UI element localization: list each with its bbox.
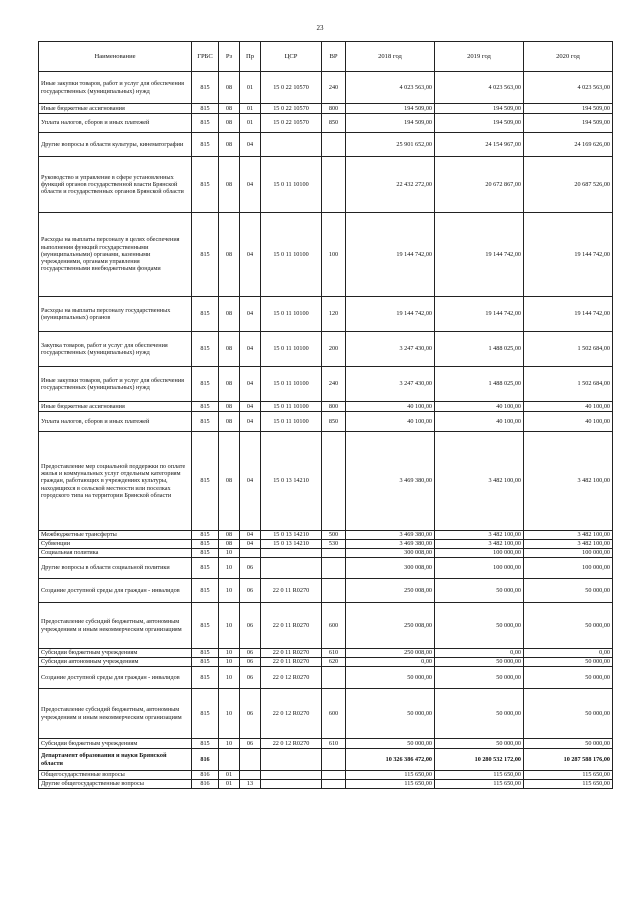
row-grbs: 816 <box>192 780 219 789</box>
row-csr: 22 0 11 R0270 <box>261 649 322 658</box>
row-grbs: 815 <box>192 667 219 689</box>
row-pr: 04 <box>240 213 261 297</box>
row-rz: 08 <box>219 104 240 114</box>
row-pr: 06 <box>240 603 261 649</box>
table-header <box>39 42 613 72</box>
row-rz: 10 <box>219 658 240 667</box>
row-grbs: 815 <box>192 412 219 432</box>
row-vr: 240 <box>322 367 346 402</box>
table-row <box>39 558 613 579</box>
row-2019: 19 144 742,00 <box>435 297 524 332</box>
row-2019: 50 000,00 <box>435 579 524 603</box>
row-2019: 20 672 867,00 <box>435 157 524 213</box>
row-2020: 3 482 100,00 <box>524 432 613 531</box>
row-rz: 08 <box>219 402 240 412</box>
table-row <box>39 658 613 667</box>
row-rz: 08 <box>219 133 240 157</box>
row-name: Общегосударственные вопросы <box>39 771 192 780</box>
row-name: Субвенции <box>39 540 192 549</box>
row-grbs: 816 <box>192 749 219 771</box>
row-rz: 08 <box>219 72 240 104</box>
table-row <box>39 540 613 549</box>
row-rz: 08 <box>219 213 240 297</box>
row-name: Иные закупки товаров, работ и услуг для обеспечения государственных (муниципальных) нужд <box>39 72 192 104</box>
row-name: Межбюджетные трансферты <box>39 531 192 540</box>
row-vr: 500 <box>322 531 346 540</box>
row-name: Другие вопросы в области культуры, кинематографии <box>39 133 192 157</box>
row-2019: 50 000,00 <box>435 689 524 739</box>
row-2019: 3 482 100,00 <box>435 531 524 540</box>
row-rz: 08 <box>219 367 240 402</box>
row-rz: 08 <box>219 412 240 432</box>
row-vr: 600 <box>322 689 346 739</box>
row-grbs: 815 <box>192 689 219 739</box>
row-2020: 3 482 100,00 <box>524 540 613 549</box>
row-2018: 3 247 430,00 <box>346 367 435 402</box>
row-csr <box>261 749 322 771</box>
row-2018: 250 008,00 <box>346 603 435 649</box>
row-name: Иные закупки товаров, работ и услуг для обеспечения государственных (муниципальных) нужд <box>39 367 192 402</box>
row-2018: 19 144 742,00 <box>346 213 435 297</box>
row-name: Расходы на выплаты персоналу государственных (муниципальных) органов <box>39 297 192 332</box>
row-name: Социальная политика <box>39 549 192 558</box>
row-2019: 50 000,00 <box>435 603 524 649</box>
row-pr: 01 <box>240 72 261 104</box>
header-2018: 2018 год <box>346 42 435 72</box>
row-vr: 200 <box>322 332 346 367</box>
row-pr: 01 <box>240 104 261 114</box>
row-csr <box>261 133 322 157</box>
row-2018: 3 469 380,00 <box>346 432 435 531</box>
row-vr: 530 <box>322 540 346 549</box>
row-2019: 50 000,00 <box>435 658 524 667</box>
row-2019: 3 482 100,00 <box>435 540 524 549</box>
row-2020: 1 502 684,00 <box>524 367 613 402</box>
row-grbs: 815 <box>192 367 219 402</box>
row-2018: 300 008,00 <box>346 558 435 579</box>
row-2020: 1 502 684,00 <box>524 332 613 367</box>
header-2020: 2020 год <box>524 42 613 72</box>
row-vr <box>322 549 346 558</box>
row-pr: 06 <box>240 689 261 739</box>
row-2020: 50 000,00 <box>524 667 613 689</box>
row-pr: 04 <box>240 157 261 213</box>
row-rz: 10 <box>219 739 240 749</box>
header-csr: ЦСР <box>261 42 322 72</box>
row-name: Закупка товаров, работ и услуг для обеспечения государственных (муниципальных) нужд <box>39 332 192 367</box>
header-2019: 2019 год <box>435 42 524 72</box>
row-csr: 15 0 13 14210 <box>261 531 322 540</box>
row-name: Уплата налогов, сборов и иных платежей <box>39 114 192 133</box>
row-pr: 04 <box>240 412 261 432</box>
row-pr: 04 <box>240 402 261 412</box>
row-grbs: 815 <box>192 579 219 603</box>
row-vr: 800 <box>322 402 346 412</box>
row-2018: 25 901 652,00 <box>346 133 435 157</box>
table-row <box>39 667 613 689</box>
row-rz: 10 <box>219 579 240 603</box>
row-name: Предоставление субсидий бюджетным, автономным учреждениям и иным некоммерческим организациям <box>39 603 192 649</box>
row-2019: 1 488 025,00 <box>435 367 524 402</box>
row-2018: 194 509,00 <box>346 104 435 114</box>
row-pr: 04 <box>240 332 261 367</box>
row-csr: 15 0 22 10570 <box>261 72 322 104</box>
row-grbs: 815 <box>192 104 219 114</box>
table-row <box>39 213 613 297</box>
row-2018: 50 000,00 <box>346 689 435 739</box>
row-2019: 194 509,00 <box>435 104 524 114</box>
row-name: Руководство и управление в сфере установленных функций органов государственной власти Брянской области и государственных органов Брянской области <box>39 157 192 213</box>
row-rz: 08 <box>219 297 240 332</box>
row-2019: 10 280 532 172,00 <box>435 749 524 771</box>
row-grbs: 815 <box>192 114 219 133</box>
row-rz: 10 <box>219 603 240 649</box>
row-vr: 620 <box>322 658 346 667</box>
table-body <box>39 72 613 789</box>
row-name: Иные бюджетные ассигнования <box>39 402 192 412</box>
row-vr: 120 <box>322 297 346 332</box>
row-2018: 40 100,00 <box>346 402 435 412</box>
row-pr: 06 <box>240 739 261 749</box>
row-csr: 22 0 12 R0270 <box>261 667 322 689</box>
row-2020: 50 000,00 <box>524 739 613 749</box>
row-rz: 08 <box>219 157 240 213</box>
row-2020: 115 650,00 <box>524 771 613 780</box>
row-vr <box>322 780 346 789</box>
row-vr <box>322 133 346 157</box>
row-2018: 10 326 386 472,00 <box>346 749 435 771</box>
row-pr: 04 <box>240 367 261 402</box>
row-2018: 50 000,00 <box>346 739 435 749</box>
row-pr: 04 <box>240 297 261 332</box>
row-2019: 115 650,00 <box>435 771 524 780</box>
row-grbs: 815 <box>192 649 219 658</box>
row-2019: 194 509,00 <box>435 114 524 133</box>
row-csr: 15 0 13 14210 <box>261 540 322 549</box>
table-row <box>39 402 613 412</box>
row-csr: 22 0 12 R0270 <box>261 739 322 749</box>
row-csr: 15 0 11 10100 <box>261 297 322 332</box>
row-csr <box>261 771 322 780</box>
row-grbs: 815 <box>192 540 219 549</box>
row-2018: 115 650,00 <box>346 780 435 789</box>
row-pr: 06 <box>240 649 261 658</box>
row-rz: 10 <box>219 558 240 579</box>
row-2020: 24 169 626,00 <box>524 133 613 157</box>
header-rz: Рз <box>219 42 240 72</box>
header-grbs: ГРБС <box>192 42 219 72</box>
row-rz: 10 <box>219 689 240 739</box>
row-2018: 0,00 <box>346 658 435 667</box>
row-grbs: 816 <box>192 771 219 780</box>
row-name: Предоставление мер социальной поддержки по оплате жилья и коммунальных услуг отдельным категориям граждан, работающих в учреждениях культуры, находящихся в сельской местности или поселках городского типа на территории Брянской области <box>39 432 192 531</box>
row-pr: 06 <box>240 667 261 689</box>
header-name: Наименование <box>39 42 192 72</box>
row-2020: 20 687 526,00 <box>524 157 613 213</box>
row-2020: 194 509,00 <box>524 114 613 133</box>
row-2020: 3 482 100,00 <box>524 531 613 540</box>
row-2019: 19 144 742,00 <box>435 213 524 297</box>
row-2018: 3 247 430,00 <box>346 332 435 367</box>
row-2018: 22 432 272,00 <box>346 157 435 213</box>
row-2019: 50 000,00 <box>435 739 524 749</box>
row-2019: 0,00 <box>435 649 524 658</box>
row-name: Создание доступной среды для граждан - инвалидов <box>39 579 192 603</box>
row-name: Другие вопросы в области социальной политики <box>39 558 192 579</box>
row-2020: 40 100,00 <box>524 412 613 432</box>
row-csr: 15 0 13 14210 <box>261 432 322 531</box>
table-row <box>39 297 613 332</box>
row-2018: 40 100,00 <box>346 412 435 432</box>
row-vr <box>322 432 346 531</box>
row-rz <box>219 749 240 771</box>
row-2018: 50 000,00 <box>346 667 435 689</box>
row-2018: 4 023 563,00 <box>346 72 435 104</box>
row-2020: 100 000,00 <box>524 558 613 579</box>
table-row <box>39 549 613 558</box>
row-2019: 40 100,00 <box>435 402 524 412</box>
table-row <box>39 133 613 157</box>
row-pr: 06 <box>240 558 261 579</box>
row-rz: 10 <box>219 667 240 689</box>
header-pr: Пр <box>240 42 261 72</box>
row-2018: 300 008,00 <box>346 549 435 558</box>
row-name: Департамент образования и науки Брянской области <box>39 749 192 771</box>
row-vr <box>322 579 346 603</box>
row-vr: 100 <box>322 213 346 297</box>
row-2020: 115 650,00 <box>524 780 613 789</box>
table-row <box>39 603 613 649</box>
row-vr <box>322 157 346 213</box>
row-2020: 0,00 <box>524 649 613 658</box>
row-pr <box>240 749 261 771</box>
row-pr <box>240 549 261 558</box>
row-2020: 4 023 563,00 <box>524 72 613 104</box>
row-csr: 15 0 11 10100 <box>261 367 322 402</box>
table-row <box>39 649 613 658</box>
row-vr <box>322 771 346 780</box>
row-rz: 01 <box>219 771 240 780</box>
row-rz: 08 <box>219 114 240 133</box>
table-row <box>39 114 613 133</box>
row-name: Создание доступной среды для граждан - инвалидов <box>39 667 192 689</box>
row-grbs: 815 <box>192 297 219 332</box>
row-csr: 22 0 11 R0270 <box>261 579 322 603</box>
row-grbs: 815 <box>192 72 219 104</box>
table-row <box>39 72 613 104</box>
row-csr: 15 0 11 10100 <box>261 402 322 412</box>
table-row <box>39 780 613 789</box>
row-pr: 04 <box>240 432 261 531</box>
table-row <box>39 739 613 749</box>
row-grbs: 815 <box>192 658 219 667</box>
row-grbs: 815 <box>192 531 219 540</box>
table-row <box>39 332 613 367</box>
row-csr: 15 0 22 10570 <box>261 104 322 114</box>
row-csr: 22 0 11 R0270 <box>261 658 322 667</box>
row-2018: 3 469 380,00 <box>346 540 435 549</box>
row-name: Другие общегосударственные вопросы <box>39 780 192 789</box>
row-2018: 3 469 380,00 <box>346 531 435 540</box>
row-2019: 100 000,00 <box>435 549 524 558</box>
page-number: 23 <box>316 24 324 32</box>
row-2018: 250 008,00 <box>346 579 435 603</box>
row-pr: 04 <box>240 133 261 157</box>
table-row <box>39 749 613 771</box>
row-2020: 194 509,00 <box>524 104 613 114</box>
table-row <box>39 531 613 540</box>
table-row <box>39 412 613 432</box>
row-csr: 15 0 22 10570 <box>261 114 322 133</box>
row-name: Предоставление субсидий бюджетным, автономным учреждениям и иным некоммерческим организациям <box>39 689 192 739</box>
row-2020: 40 100,00 <box>524 402 613 412</box>
row-2019: 3 482 100,00 <box>435 432 524 531</box>
row-pr: 13 <box>240 780 261 789</box>
table-row <box>39 689 613 739</box>
row-2019: 40 100,00 <box>435 412 524 432</box>
table-row <box>39 432 613 531</box>
row-name: Субсидии бюджетным учреждениям <box>39 649 192 658</box>
budget-table <box>38 41 613 789</box>
row-grbs: 815 <box>192 549 219 558</box>
row-csr: 15 0 11 10100 <box>261 213 322 297</box>
row-rz: 10 <box>219 549 240 558</box>
row-2019: 100 000,00 <box>435 558 524 579</box>
row-2020: 100 000,00 <box>524 549 613 558</box>
row-vr <box>322 558 346 579</box>
row-2019: 1 488 025,00 <box>435 332 524 367</box>
row-csr: 22 0 12 R0270 <box>261 689 322 739</box>
row-grbs: 815 <box>192 432 219 531</box>
row-pr: 01 <box>240 114 261 133</box>
row-grbs: 815 <box>192 402 219 412</box>
row-rz: 01 <box>219 780 240 789</box>
row-pr: 06 <box>240 579 261 603</box>
row-2020: 50 000,00 <box>524 579 613 603</box>
row-grbs: 815 <box>192 739 219 749</box>
header-vr: ВР <box>322 42 346 72</box>
row-name: Субсидии автономным учреждениям <box>39 658 192 667</box>
row-2018: 194 509,00 <box>346 114 435 133</box>
row-rz: 08 <box>219 332 240 367</box>
row-vr <box>322 749 346 771</box>
row-rz: 10 <box>219 649 240 658</box>
row-2020: 19 144 742,00 <box>524 213 613 297</box>
row-name: Субсидии бюджетным учреждениям <box>39 739 192 749</box>
row-vr: 240 <box>322 72 346 104</box>
row-name: Иные бюджетные ассигнования <box>39 104 192 114</box>
row-pr <box>240 771 261 780</box>
row-grbs: 815 <box>192 213 219 297</box>
row-2018: 19 144 742,00 <box>346 297 435 332</box>
row-csr <box>261 780 322 789</box>
row-grbs: 815 <box>192 558 219 579</box>
row-vr: 610 <box>322 649 346 658</box>
table-row <box>39 157 613 213</box>
row-2019: 115 650,00 <box>435 780 524 789</box>
row-2019: 4 023 563,00 <box>435 72 524 104</box>
row-2020: 50 000,00 <box>524 603 613 649</box>
row-csr: 15 0 11 10100 <box>261 412 322 432</box>
row-vr: 600 <box>322 603 346 649</box>
row-name: Уплата налогов, сборов и иных платежей <box>39 412 192 432</box>
row-rz: 08 <box>219 531 240 540</box>
table-row <box>39 579 613 603</box>
table-row <box>39 104 613 114</box>
row-csr <box>261 549 322 558</box>
row-vr: 800 <box>322 104 346 114</box>
row-2020: 19 144 742,00 <box>524 297 613 332</box>
row-2020: 10 287 588 176,00 <box>524 749 613 771</box>
row-vr <box>322 667 346 689</box>
row-rz: 08 <box>219 540 240 549</box>
row-2020: 50 000,00 <box>524 689 613 739</box>
row-2018: 250 008,00 <box>346 649 435 658</box>
table-row <box>39 367 613 402</box>
row-pr: 04 <box>240 531 261 540</box>
row-2018: 115 650,00 <box>346 771 435 780</box>
row-csr: 15 0 11 10100 <box>261 157 322 213</box>
table-row <box>39 771 613 780</box>
row-pr: 06 <box>240 658 261 667</box>
row-name: Расходы на выплаты персоналу в целях обеспечения выполнения функций государственными (муниципальными) органами, казенными учреждениями, органами управления государственными внебюджетными фондами <box>39 213 192 297</box>
row-2019: 24 154 967,00 <box>435 133 524 157</box>
row-vr: 850 <box>322 114 346 133</box>
row-grbs: 815 <box>192 157 219 213</box>
row-vr: 850 <box>322 412 346 432</box>
row-csr <box>261 558 322 579</box>
row-rz: 08 <box>219 432 240 531</box>
row-pr: 04 <box>240 540 261 549</box>
row-grbs: 815 <box>192 603 219 649</box>
row-vr: 610 <box>322 739 346 749</box>
row-2019: 50 000,00 <box>435 667 524 689</box>
row-2020: 50 000,00 <box>524 658 613 667</box>
row-csr: 15 0 11 10100 <box>261 332 322 367</box>
row-csr: 22 0 11 R0270 <box>261 603 322 649</box>
row-grbs: 815 <box>192 133 219 157</box>
row-grbs: 815 <box>192 332 219 367</box>
